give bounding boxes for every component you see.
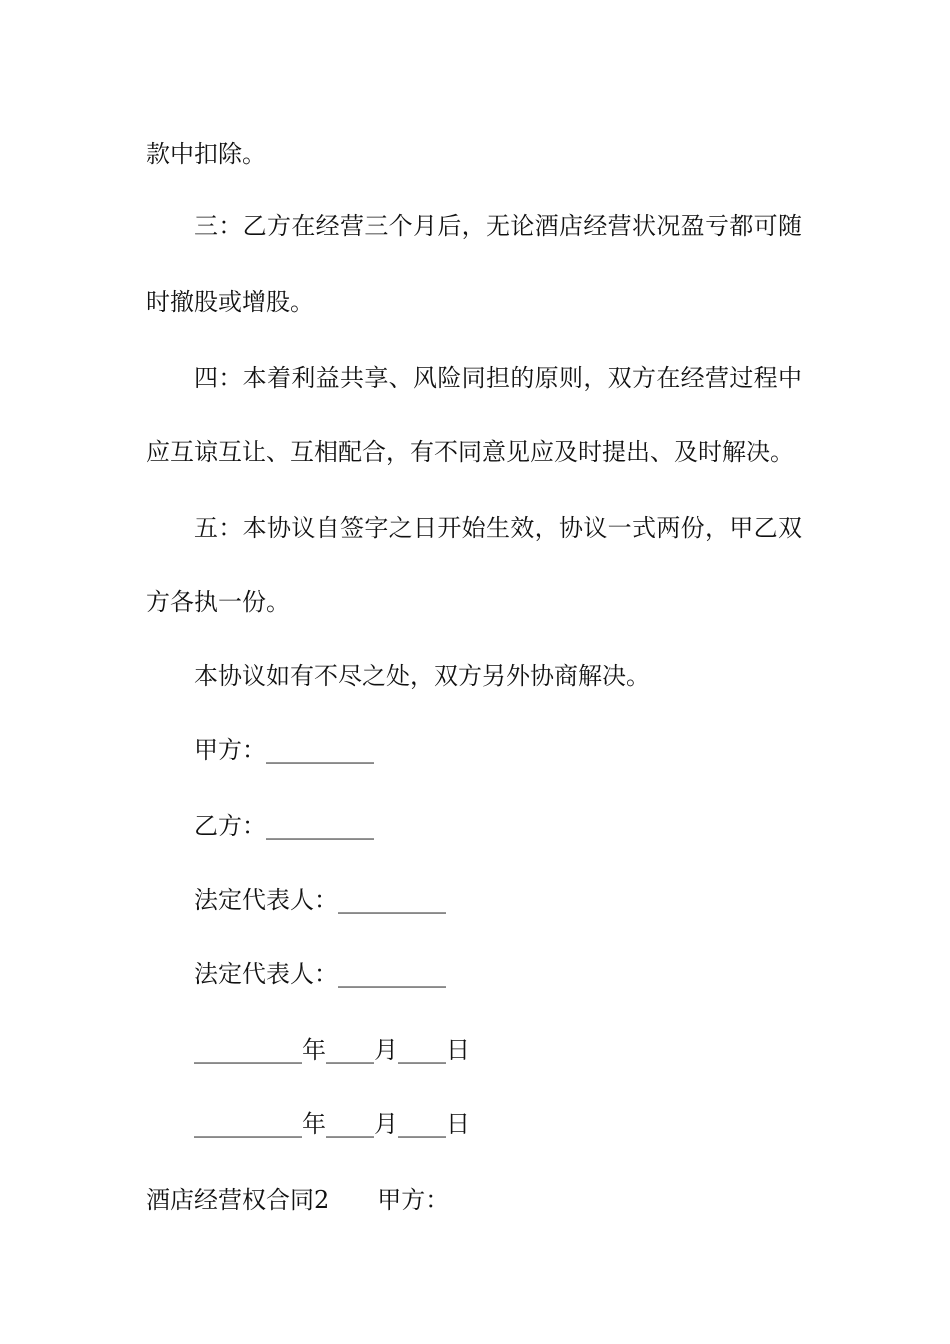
clause-three-line-2: 时撤股或增股。 [146, 288, 314, 316]
date-line-b: _________年____月____日 [194, 1110, 470, 1138]
legal-representative-line-b: 法定代表人：_________ [194, 960, 446, 988]
paragraph-line: 款中扣除。 [146, 140, 266, 168]
next-contract-party-label: 甲方： [377, 1186, 450, 1214]
clause-five-line-2: 方各执一份。 [146, 588, 290, 616]
party-a-signature-line: 甲方：_________ [194, 736, 374, 764]
closing-paragraph: 本协议如有不尽之处，双方另外协商解决。 [194, 662, 650, 690]
clause-three-line-1: 三：乙方在经营三个月后，无论酒店经营状况盈亏都可随 [194, 212, 802, 240]
party-b-signature-line: 乙方：_________ [194, 812, 374, 840]
clause-four-line-2: 应互谅互让、互相配合，有不同意见应及时提出、及时解决。 [146, 438, 794, 466]
legal-representative-line-a: 法定代表人：_________ [194, 886, 446, 914]
date-line-a: _________年____月____日 [194, 1036, 470, 1064]
next-contract-heading [146, 1184, 806, 1216]
clause-five-line-1: 五：本协议自签字之日开始生效，协议一式两份，甲乙双 [194, 514, 802, 542]
next-contract-title: 酒店经营权合同2 [146, 1186, 330, 1214]
clause-four-line-1: 四：本着利益共享、风险同担的原则，双方在经营过程中 [194, 364, 802, 392]
